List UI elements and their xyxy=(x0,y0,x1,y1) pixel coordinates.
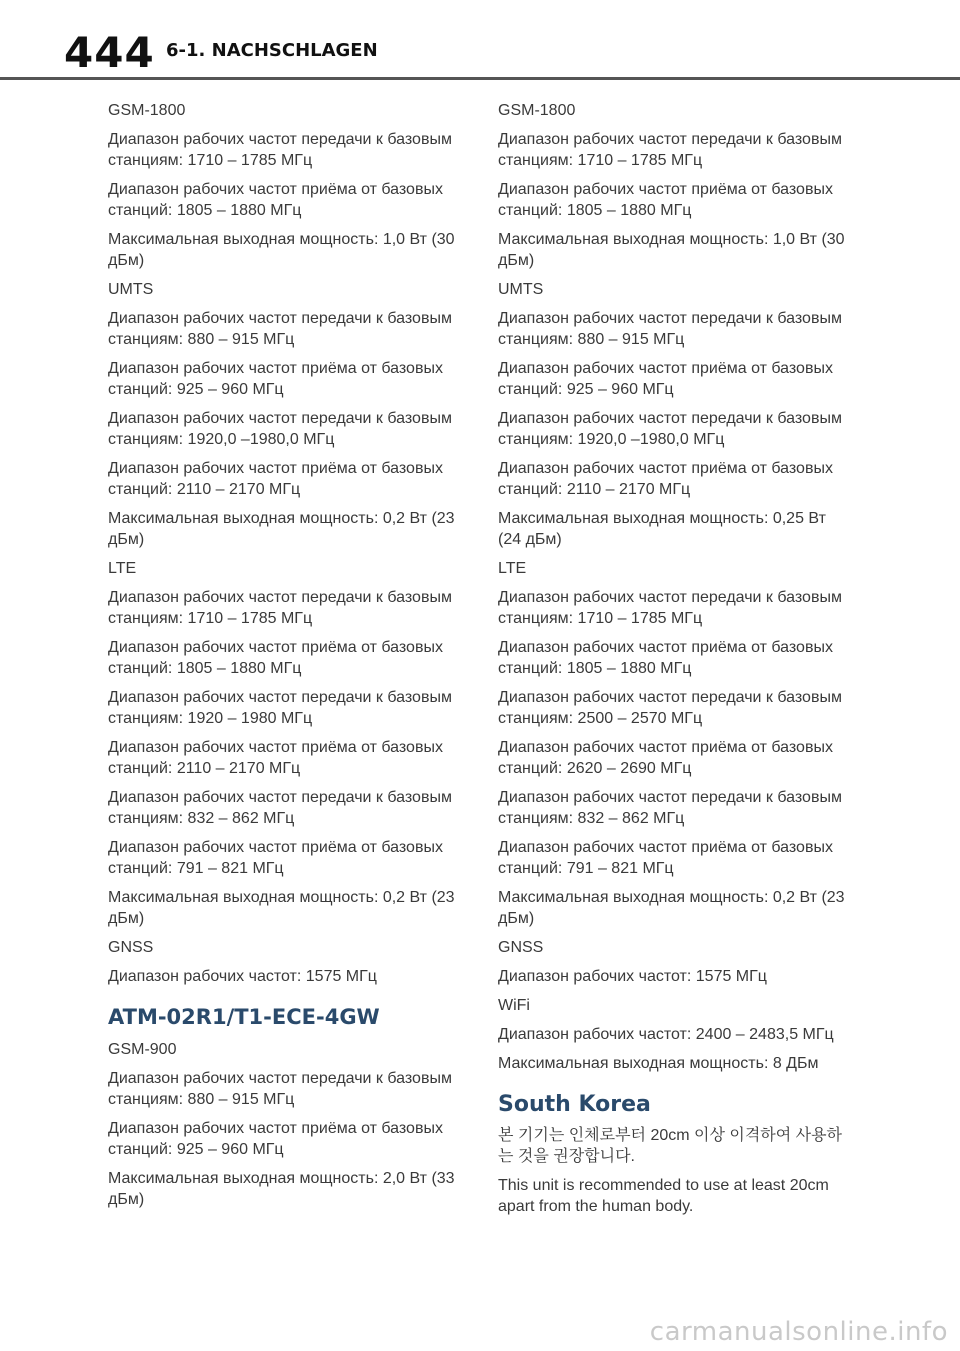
left-blocks-after xyxy=(108,1039,458,1210)
paragraph: GNSS xyxy=(108,939,154,956)
paragraph: This unit is recommended to use at least 20cm apart from the human body. xyxy=(498,1177,829,1215)
paragraph: Диапазон рабочих частот передачи к базовым станциям: 832 – 862 МГц xyxy=(498,789,842,827)
paragraph: Диапазон рабочих частот: 1575 МГц xyxy=(498,968,767,985)
paragraph: Диапазон рабочих частот передачи к базовым станциям: 2500 – 2570 МГц xyxy=(498,689,842,727)
paragraph: Диапазон рабочих частот приёма от базовых станций: 925 – 960 МГц xyxy=(498,360,833,398)
paragraph: Диапазон рабочих частот передачи к базовым станциям: 880 – 915 МГц xyxy=(108,1070,452,1108)
section-title: 6-1. NACHSCHLAGEN xyxy=(166,40,378,61)
page-header xyxy=(0,0,960,78)
paragraph: Диапазон рабочих частот приёма от базовых станций: 791 – 821 МГц xyxy=(108,839,443,877)
paragraph: GSM-1800 xyxy=(498,102,576,119)
right-column xyxy=(498,100,848,1225)
paragraph: Максимальная выходная мощность: 0,2 Вт (23 дБм) xyxy=(108,889,455,927)
paragraph: Диапазон рабочих частот передачи к базовым станциям: 1920 – 1980 МГц xyxy=(108,689,452,727)
section-heading: South Korea xyxy=(498,1092,651,1117)
paragraph: UMTS xyxy=(498,281,544,298)
paragraph: Диапазон рабочих частот передачи к базовым станциям: 1920,0 –1980,0 МГц xyxy=(108,410,452,448)
section-heading: ATM-02R1/T1-ECE-4GW xyxy=(108,1005,380,1029)
paragraph: Диапазон рабочих частот передачи к базовым станциям: 1710 – 1785 МГц xyxy=(108,131,452,169)
paragraph: Диапазон рабочих частот передачи к базовым станциям: 1920,0 –1980,0 МГц xyxy=(498,410,842,448)
paragraph: Диапазон рабочих частот приёма от базовых станций: 925 – 960 МГц xyxy=(108,360,443,398)
paragraph: GSM-900 xyxy=(108,1041,177,1058)
paragraph: Диапазон рабочих частот приёма от базовых станций: 1805 – 1880 МГц xyxy=(498,639,833,677)
paragraph: Диапазон рабочих частот приёма от базовых станций: 1805 – 1880 МГц xyxy=(498,181,833,219)
paragraph: Диапазон рабочих частот приёма от базовых станций: 1805 – 1880 МГц xyxy=(108,181,443,219)
paragraph: Максимальная выходная мощность: 0,2 Вт (23 дБм) xyxy=(108,510,455,548)
paragraph: Диапазон рабочих частот передачи к базовым станциям: 1710 – 1785 МГц xyxy=(108,589,452,627)
paragraph: Максимальная выходная мощность: 0,25 Вт (24 дБм) xyxy=(498,510,826,548)
paragraph: LTE xyxy=(498,560,527,577)
paragraph: Диапазон рабочих частот передачи к базовым станциям: 880 – 915 МГц xyxy=(498,310,842,348)
paragraph: Максимальная выходная мощность: 1,0 Вт (30 дБм) xyxy=(108,231,455,269)
page-number: 444 xyxy=(64,28,155,77)
paragraph: Диапазон рабочих частот передачи к базовым станциям: 1710 – 1785 МГц xyxy=(498,589,842,627)
paragraph: Диапазон рабочих частот приёма от базовых станций: 2110 – 2170 МГц xyxy=(108,460,443,498)
paragraph: Диапазон рабочих частот приёма от базовых станций: 925 – 960 МГц xyxy=(108,1120,443,1158)
right-blocks-before xyxy=(498,100,848,1074)
paragraph: Максимальная выходная мощность: 8 ДБм xyxy=(498,1055,819,1072)
paragraph: Диапазон рабочих частот приёма от базовых станций: 791 – 821 МГц xyxy=(498,839,833,877)
paragraph: UMTS xyxy=(108,281,154,298)
paragraph: LTE xyxy=(108,560,137,577)
paragraph: Диапазон рабочих частот приёма от базовых станций: 2620 – 2690 МГц xyxy=(498,739,833,777)
right-blocks-after xyxy=(498,1125,848,1217)
paragraph: Диапазон рабочих частот передачи к базовым станциям: 1710 – 1785 МГц xyxy=(498,131,842,169)
watermark: carmanualsonline.info xyxy=(649,1317,948,1347)
paragraph: GNSS xyxy=(498,939,544,956)
paragraph: Диапазон рабочих частот: 2400 – 2483,5 МГц xyxy=(498,1026,834,1043)
left-blocks-before xyxy=(108,100,458,987)
header-divider xyxy=(0,77,960,80)
paragraph: 본 기기는 인체로부터 20cm 이상 이격하여 사용하는 것을 권장합니다. xyxy=(498,1127,843,1165)
paragraph: Диапазон рабочих частот передачи к базовым станциям: 880 – 915 МГц xyxy=(108,310,452,348)
paragraph: GSM-1800 xyxy=(108,102,186,119)
paragraph: Диапазон рабочих частот приёма от базовых станций: 2110 – 2170 МГц xyxy=(498,460,833,498)
paragraph: Диапазон рабочих частот передачи к базовым станциям: 832 – 862 МГц xyxy=(108,789,452,827)
paragraph: Диапазон рабочих частот приёма от базовых станций: 1805 – 1880 МГц xyxy=(108,639,443,677)
paragraph: Максимальная выходная мощность: 2,0 Вт (33 дБм) xyxy=(108,1170,455,1208)
left-column xyxy=(108,100,458,1218)
paragraph: Максимальная выходная мощность: 1,0 Вт (30 дБм) xyxy=(498,231,845,269)
paragraph: WiFi xyxy=(498,997,530,1014)
paragraph: Диапазон рабочих частот приёма от базовых станций: 2110 – 2170 МГц xyxy=(108,739,443,777)
paragraph: Максимальная выходная мощность: 0,2 Вт (23 дБм) xyxy=(498,889,845,927)
paragraph: Диапазон рабочих частот: 1575 МГц xyxy=(108,968,377,985)
